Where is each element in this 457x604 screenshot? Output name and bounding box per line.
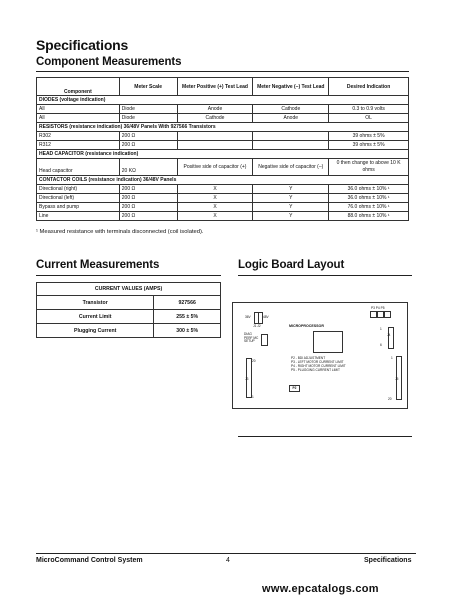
jumper-label-j1j2: J1 J2 (253, 324, 261, 328)
connector-label-1c: 1 (391, 356, 393, 360)
table-cell: Cathode (177, 114, 253, 123)
component-heading: Component Measurements (36, 56, 182, 68)
dip-switch-label: DIAG PERF MC SETUP (244, 332, 259, 344)
table-row (37, 141, 409, 150)
table-cell: X (177, 185, 253, 194)
component-measurements-table (36, 77, 409, 221)
connector-label-20b: 20 (388, 397, 392, 401)
table-row (37, 114, 409, 123)
current-heading: Current Measurements (36, 259, 160, 271)
footer-page-number: 4 (226, 557, 230, 564)
footer-rule (36, 553, 416, 554)
table-cell: 200 Ω (119, 141, 177, 150)
table-cell: Line (37, 212, 120, 221)
connector-j3-label: J3 (245, 377, 249, 381)
header-negative-lead: Meter Negative (–) Test Lead (253, 78, 329, 96)
table-cell: All (37, 105, 120, 114)
pot-label: P3 P4 P5 (371, 306, 385, 310)
section-title: CONTACTOR COILS (resistance indication) 36/48V Panels (37, 176, 409, 185)
pot-p2: P2 (289, 385, 300, 392)
table-cell: Head capacitor (37, 159, 120, 176)
table-cell (253, 132, 329, 141)
table-cell (177, 141, 253, 150)
table-cell: Directional (right) (37, 185, 120, 194)
pot-legend-p5: P5 - PLUGGING CURRENT LIMIT (291, 368, 340, 372)
table-cell: Positive side of capacitor (+) (177, 159, 253, 176)
watermark: www.epcatalogs.com (262, 583, 379, 595)
table-cell: Current Limit (37, 310, 154, 324)
header-positive-lead: Meter Positive (+) Test Lead (177, 78, 253, 96)
table-row (37, 212, 409, 221)
table-cell: 0.3 to 0.9 volts (329, 105, 409, 114)
current-table-title: CURRENT VALUES (AMPS) (37, 283, 221, 296)
table-row (37, 185, 409, 194)
table-cell: 927566 (154, 296, 221, 310)
header-desired-indication: Desired Indication (329, 78, 409, 96)
microprocessor-chip (313, 331, 343, 353)
table-cell: Y (253, 203, 329, 212)
logic-heading: Logic Board Layout (238, 259, 345, 271)
connector-j4-label: J4 (387, 333, 391, 337)
table-cell: 200 Ω (119, 212, 177, 221)
table-row (37, 159, 409, 176)
table-row (37, 132, 409, 141)
component-heading-rule (36, 71, 409, 72)
table-cell: 36.0 ohms ± 10% ¹ (329, 185, 409, 194)
table-cell: Negative side of capacitor (–) (253, 159, 329, 176)
table-cell: Directional (left) (37, 194, 120, 203)
header-meter-scale: Meter Scale (119, 78, 177, 96)
table-cell: OL (329, 114, 409, 123)
pot-p4 (377, 311, 384, 318)
table-cell: Transistor (37, 296, 154, 310)
connector-label-6: 6 (380, 343, 382, 347)
table-cell: 39 ohms ± 5% (329, 141, 409, 150)
connector-label-1b: 1 (252, 395, 254, 399)
current-heading-rule (36, 275, 221, 276)
table-cell: 0 then change to above 10 K ohms (329, 159, 409, 176)
dip-switch (261, 334, 268, 346)
table-cell: 200 Ω (119, 203, 177, 212)
table-cell: 20 KΩ (119, 159, 177, 176)
table-cell: X (177, 212, 253, 221)
table-cell: Y (253, 212, 329, 221)
pot-p3 (370, 311, 377, 318)
connector-j4 (388, 327, 394, 349)
table-cell: R312 (37, 141, 120, 150)
table-row (37, 310, 221, 324)
jumper-label-48v: 48V (263, 315, 269, 319)
pot-legend-p3: P3 - LEFT MOTOR CURRENT LIMIT (291, 360, 344, 364)
table-cell: 200 Ω (119, 194, 177, 203)
jumper-label-36v: 36V (245, 315, 251, 319)
section-title: RESISTORS (resistance indication) 36/48V Panels With 927566 Transistors (37, 123, 409, 132)
table-cell: 76.0 ohms ± 10% ¹ (329, 203, 409, 212)
table-cell: 300 ± 5% (154, 324, 221, 338)
table-cell: X (177, 194, 253, 203)
logic-heading-rule (238, 275, 412, 276)
table-cell: Bypass and pump (37, 203, 120, 212)
table-cell: X (177, 203, 253, 212)
table-cell: 200 Ω (119, 185, 177, 194)
pot-legend-p4: P4 - RIGHT MOTOR CURRENT LIMIT (291, 364, 346, 368)
connector-label-1: 1 (380, 327, 382, 331)
table-cell: All (37, 114, 120, 123)
pot-p5 (384, 311, 391, 318)
footer-left: MicroCommand Control System (36, 557, 143, 564)
section-title: DIODES (voltage indication) (37, 96, 409, 105)
logic-board-diagram (232, 302, 408, 409)
header-component: Component (37, 78, 120, 96)
table-row (37, 296, 221, 310)
table-cell: Y (253, 185, 329, 194)
connector-label-20: 20 (252, 359, 256, 363)
table-cell: Anode (177, 105, 253, 114)
table-cell: 200 Ω (119, 132, 177, 141)
table-cell: 88.0 ohms ± 10% ¹ (329, 212, 409, 221)
table-row (37, 324, 221, 338)
table-cell: R302 (37, 132, 120, 141)
current-values-table (36, 282, 221, 338)
footer-right: Specifications (364, 557, 412, 564)
component-footnote: ¹ Measured resistance with terminals disconnected (coil isolated). (36, 229, 204, 235)
connector-j5-label: J5 (395, 377, 399, 381)
microprocessor-label: MICROPROCESSOR (289, 324, 324, 328)
table-row (37, 194, 409, 203)
table-row (37, 203, 409, 212)
table-cell: 36.0 ohms ± 10% ¹ (329, 194, 409, 203)
table-row (37, 105, 409, 114)
table-cell: Anode (253, 114, 329, 123)
table-cell: Cathode (253, 105, 329, 114)
table-cell: Y (253, 194, 329, 203)
table-cell: 39 ohms ± 5% (329, 132, 409, 141)
table-cell: Plugging Current (37, 324, 154, 338)
section-title: HEAD CAPACITOR (resistance indication) (37, 150, 409, 159)
table-cell: Diode (119, 105, 177, 114)
table-cell: 255 ± 5% (154, 310, 221, 324)
table-cell (253, 141, 329, 150)
logic-bottom-rule (238, 436, 412, 437)
table-cell: Diode (119, 114, 177, 123)
table-cell (177, 132, 253, 141)
page-title: Specifications (36, 37, 129, 53)
pot-legend-p2: P2 - BDI ADJUSTMENT (291, 356, 326, 360)
